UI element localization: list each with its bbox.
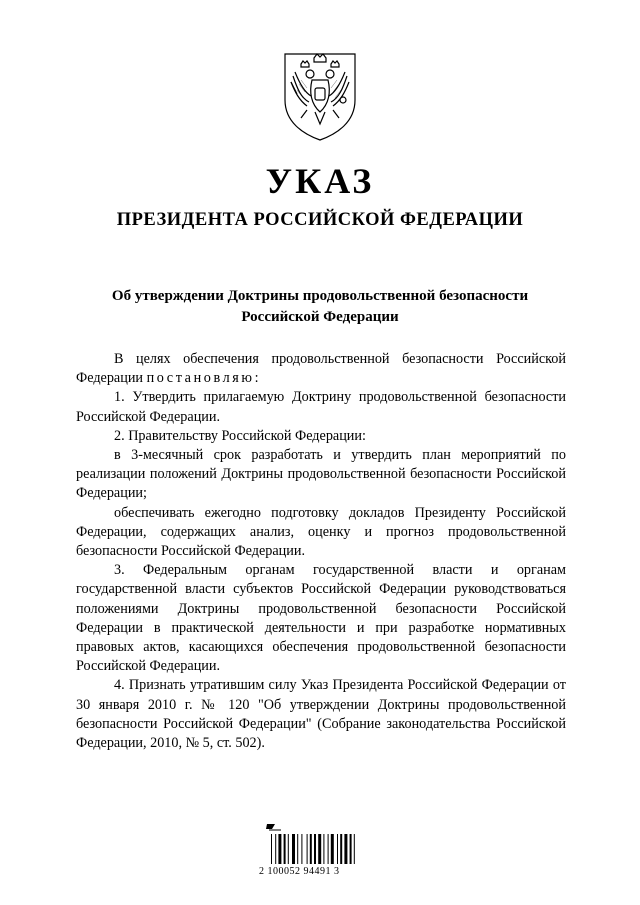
paragraph-6: 4. Признать утратившим силу Указ Президента Российской Федерации от 30 января 2010 г. № 120 "Об утверждении Доктрины продовольственной безопасности Российской Федерации" (Собрание законодательства Российской Федерации, 2010, № 5, ст. 502).: [76, 677, 566, 752]
preamble-text: В целях обеспечения продовольственной безопасности Российской Федерации: [76, 351, 566, 387]
heading-line-1: Об утверждении Доктрины продовольственной безопасности: [111, 288, 529, 304]
paragraph-3: в 3-месячный срок разработать и утвердить план мероприятий по реализации положений Доктрины продовольственной безопасности Российской Федерации;: [76, 447, 566, 502]
paragraph-preamble: [76, 350, 566, 388]
decree-word: постановляю:: [146, 370, 262, 387]
document-title: УКАЗ: [265, 161, 375, 201]
coat-of-arms-icon: [279, 48, 361, 144]
document-subtitle: ПРЕЗИДЕНТА РОССИЙСКОЙ ФЕДЕРАЦИИ: [116, 210, 524, 230]
paragraph-2: 2. Правительству Российской Федерации:: [114, 427, 366, 444]
barcode-number: 2 100052 94491 3: [259, 866, 340, 877]
heading-line-2: Российской Федерации: [241, 309, 399, 325]
document-heading: [60, 286, 580, 328]
paragraph-1: 1. Утвердить прилагаемую Доктрину продовольственной безопасности Российской Федерации.: [76, 389, 566, 425]
document-body: [76, 350, 566, 753]
paragraph-5: 3. Федеральным органам государственной власти и органам государственной власти субъектов Российской Федерации руководствоваться положениями Доктрины продовольственной безопасности Российской Федерации в практической деятельности и при разработке нормативных правовых актов, касающихся обеспечения продовольственной безопасности Российской Федерации.: [76, 562, 566, 675]
paragraph-4: обеспечивать ежегодно подготовку докладов Президенту Российской Федерации, содержащих анализ, оценку и прогноз продовольственной безопасности Российской Федерации.: [76, 504, 566, 560]
